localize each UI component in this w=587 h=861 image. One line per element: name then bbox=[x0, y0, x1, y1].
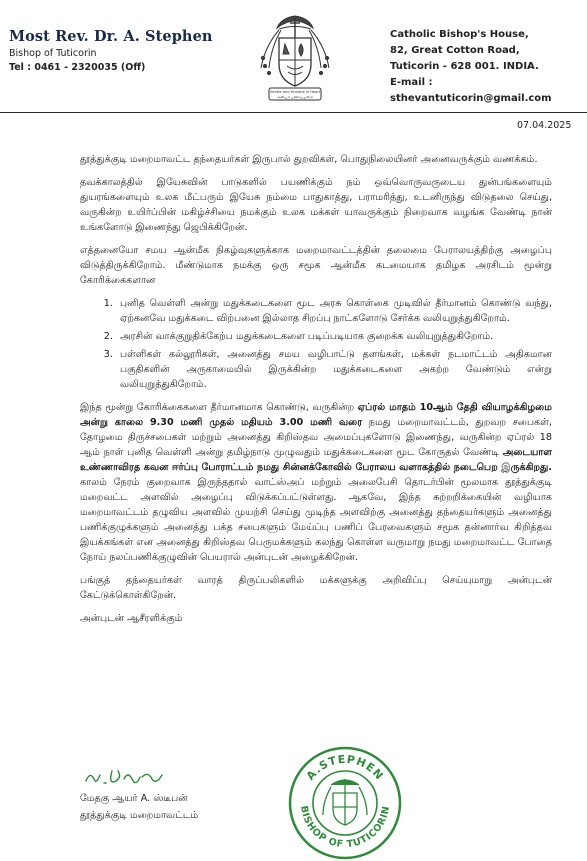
crest-motto-line1: Gentle and Humble in Heart bbox=[269, 90, 321, 94]
address-line: Catholic Bishop's House, bbox=[390, 29, 529, 40]
address-line: 82, Great Cotton Road, bbox=[390, 45, 520, 56]
letter-body bbox=[80, 152, 552, 634]
crest-motto-line2: அன்பும் பணிவுமுள்ள bbox=[276, 95, 314, 99]
list-item: 2. அரசின் வாக்குறுதிக்கேற்ப மதுக்கடைகளை படிப்படியாக குறைக்க வலியுறுத்துகிறோம். bbox=[116, 329, 552, 344]
stamp-bottom-text: BISHOP OF TUTICORIN bbox=[297, 804, 393, 851]
paragraph: தவக்காலத்தில் இயேசுவின் பாடுகளில் பயணிக்கும் நம் ஒவ்வொருவருடைய துன்பங்களையும் துயரங்களையும் உலக மீட்பரும் இயேசு நம்மை பாதுகாத்து, பராமரித்து, உடனிருந்து விடுதலை செய்து, வருகின்ற உயிர்ப்பின் மகிழ்ச்சியை நமக்கும் உலக மக்கள் யாவருக்கும் நிறைவாக வழங்க வேண்டி நான் உங்களோடு இணைந்து ஜெபிக்கிறேன். bbox=[80, 177, 552, 233]
signature-image bbox=[82, 763, 172, 791]
bishop-title: Bishop of Tuticorin bbox=[9, 48, 97, 59]
stamp-top-text: A.STEPHEN bbox=[303, 752, 387, 783]
header-divider bbox=[0, 112, 587, 113]
bishop-name: Most Rev. Dr. A. Stephen bbox=[9, 28, 213, 45]
coat-of-arms-icon bbox=[255, 10, 335, 110]
signatory-title: தூத்துக்குடி மறைமாவட்டம் bbox=[80, 810, 199, 821]
paragraph: பங்குத் தந்தையர்கள் வாரத் திருப்பலிகளில் மக்களுக்கு அறிவிப்பு செய்யுமாறு அன்புடன் கேட்டுக்கொள்கிறேன். bbox=[80, 575, 552, 601]
bold-text-run: அடையாள உண்ணாவிரத கவன ஈர்ப்பு போராட்டம் நமது சின்னக்கோவில் பேராலய வளாகத்தில் நடைபெற இருக்கிறது. bbox=[80, 447, 552, 473]
email-line: E-mail : sthevantuticorin@gmail.com bbox=[390, 77, 552, 104]
text-run: இந்த மூன்று கோரிக்கைகளை தீர்மானமாக கொண்டு, வருகின்ற bbox=[80, 402, 358, 413]
demands-list bbox=[80, 296, 552, 392]
letterhead-address bbox=[390, 27, 587, 107]
bold-text-run: ஏப்ரல் மாதம் 10ஆம் தேதி வியாழக்கிழமை அன்று காலை 9.30 மணி முதல் மதியம் 3.00 மணி வரை bbox=[80, 402, 552, 428]
address-line: Tuticorin - 628 001. INDIA. bbox=[390, 61, 539, 72]
bishop-seal-stamp bbox=[287, 745, 403, 861]
text-run: நமது மறைமாவட்டம், துறவற சபைகள், தோழமை திருச்சபைகள் மற்றும் அனைத்து கிறிஸ்தவ அமைப்புகளோடு இணைந்து, வருகின்ற ஏப்ரல் 18 ஆம் நாள் புனித வெள்ளி அன்று தமிழ்நாடு முழுவதும் மதுக்கடைகளை மூட கோருதல் வேண்டி bbox=[80, 417, 552, 458]
list-item: 3. பள்ளிகள் கல்லூரிகள், அனைத்து சமய வழிபாட்டு தளங்கள், மக்கள் நடமாட்டம் அதிகமான பகுதிகளின் அருகாமையில் இருக்கின்ற மதுக்கடைகளை அகற்ற வேண்டும் என்று வலியுறுத்துகிறோம். bbox=[116, 347, 552, 392]
letterhead-left bbox=[9, 28, 213, 73]
salutation: தூத்துக்குடி மறைமாவட்ட தந்தையர்கள் இருபால் துறவிகள், பொதுநிலையினர் அனைவருக்கும் வணக்கம். bbox=[80, 154, 538, 165]
text-run: காலம் நேரம் குறைவாக இருந்ததால் வாட்ஸ்அப் மற்றும் அலைபேசி தொடர்பின் மூலமாக தூத்துக்குடி மறைவட்ட அளவில் அழைப்பு விடுக்கப்பட்டுள்ளது. ஆகவே, இந்த சுற்றறிக்கையின் வழியாக மறைமாவட்டம் தழுவிய அளவில் முயற்சி செய்து முடிந்த அளவிற்கு அனைத்து தந்தையர்களும் அனைத்து பணிக்குழுக்களும் அனைத்து பக்த சபைகளும் மேய்ப்பு பணிப் பேரவைகளும் சமூக தன்னார்வ கிறித்தவ இயக்கங்கள் என அனைத்து கிறிஸ்தவ பெருமக்களும் கலந்து கொள்ள வருமாறு நமது மறைமாவட்ட போதை நோய் நலப்பணிக்குழுவின் பெயரால் அன்புடன் அழைக்கிறேன். bbox=[80, 477, 552, 563]
paragraph: எத்தனையோ சமய ஆன்மீக நிகழ்வுகளுக்காக மறைமாவட்டத்தின் தலைமை பேராலயத்திற்கு அழைப்பு விடுத்திருக்கிறோம். மீண்டுமாக நமக்கு ஒரு சமூக ஆன்மீக கடமையாக தமிழக அரசிடம் மூன்று கோரிக்கைகளான bbox=[80, 245, 552, 286]
letter-date: 07.04.2025 bbox=[517, 120, 572, 131]
list-item: 1. புனித வெள்ளி அன்று மதுக்கடைகளை மூட அரசு கொள்கை முடிவில் தீர்மானம் கொண்டு வந்து, ஏற்கனவே மதுக்கடை விற்பனை இல்லாத சிறப்பு நாட்களோடு சேர்க்க வலியுறுத்துகிறோம். bbox=[116, 296, 552, 326]
signatory-name: மேதகு ஆயர் A. ஸ்டீபன் bbox=[80, 793, 188, 804]
paragraph bbox=[80, 400, 552, 565]
closing: அன்புடன் ஆசீரளிக்கும் bbox=[80, 613, 183, 624]
telephone: Tel : 0461 - 2320035 (Off) bbox=[9, 62, 146, 73]
